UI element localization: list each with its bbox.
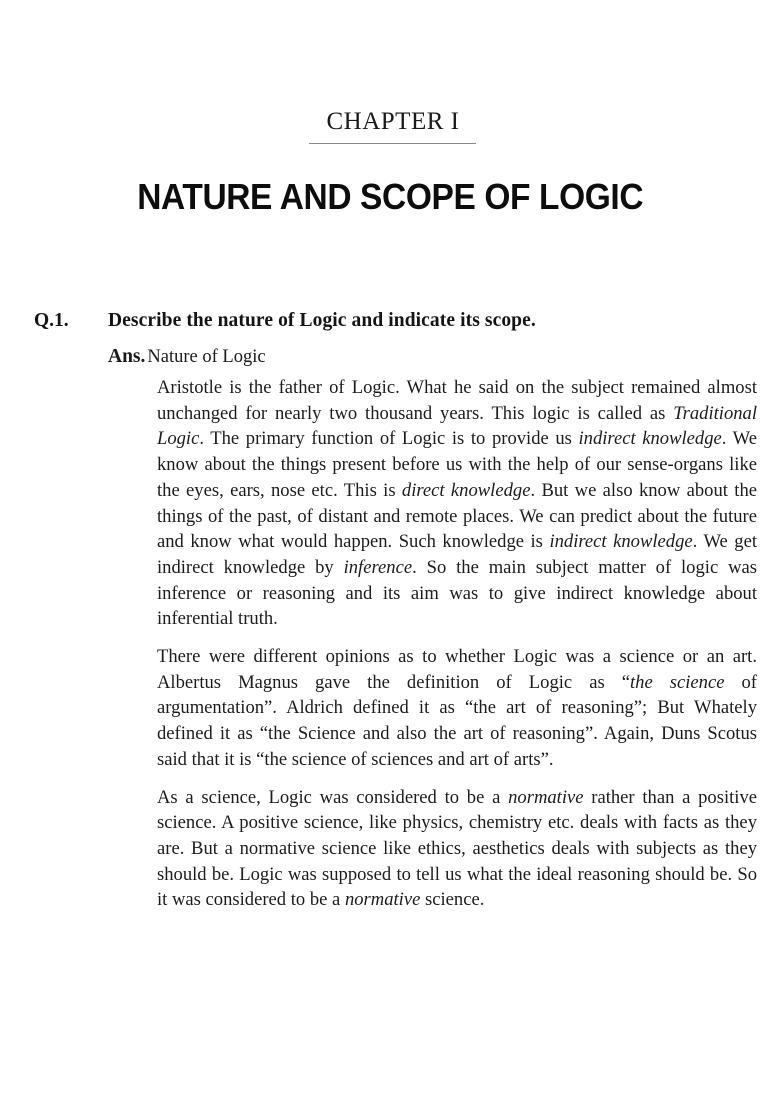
italic-term: Traditional Logic: [157, 402, 757, 450]
italic-term: direct knowledge: [401, 479, 531, 501]
answer-heading: Nature of Logic: [147, 347, 266, 367]
paragraph-1: Aristotle is the father of Logic. What he said on the subject remained almost unchanged for nearly two thousand years. This logic is called as Traditional Logic. The primary function of Logic is to provide us indirect knowledge. We know about the things present before us with the help of our sense-organs like the eyes, ears, nose etc. This is direct knowledge. But we also know about the things of the past, of distant and remote places. We can predict about the future and know what would happen. Such knowledge is indirect knowledge. We get indirect knowledge by inference. So the main subject matter of logic was inference or reasoning and its aim was to give indirect knowledge about inferential truth.: [157, 377, 758, 630]
italic-term: the science: [629, 671, 725, 693]
answer-label: Ans.: [108, 346, 146, 367]
italic-term: normative: [508, 786, 584, 808]
italic-term: inference: [343, 556, 413, 578]
italic-term: normative: [344, 889, 421, 911]
paragraph-3: As a science, Logic was considered to be a normative rather than a positive science. A positive science, like physics, chemistry etc. deals with facts as they are. But a normative science like ethics, aesthetics deals with subjects as they should be. Logic was supposed to tell us what the ideal reasoning should be. So it was considered to be a normative science.: [157, 786, 758, 911]
italic-term: indirect knowledge: [549, 531, 693, 553]
question-number: Q.1.: [34, 310, 69, 331]
chapter-title: NATURE AND SCOPE OF LOGIC: [137, 176, 644, 217]
answer-line: [108, 346, 266, 368]
chapter-label: CHAPTER I: [326, 108, 460, 135]
paragraph-2: There were different opinions as to whether Logic was a science or an art. Albertus Magnus gave the definition of Logic as “the science of argumentation”. Aldrich defined it as “the art of reasoning”; But Whately defined it as “the Science and also the art of reasoning”. Again, Duns Scotus said that it is “the science of sciences and art of arts”.: [157, 646, 757, 770]
italic-term: indirect knowledge: [578, 428, 722, 450]
chapter-rule-divider: [309, 143, 476, 144]
question-text: Describe the nature of Logic and indicate its scope.: [108, 310, 536, 331]
answer-body: [157, 375, 757, 925]
